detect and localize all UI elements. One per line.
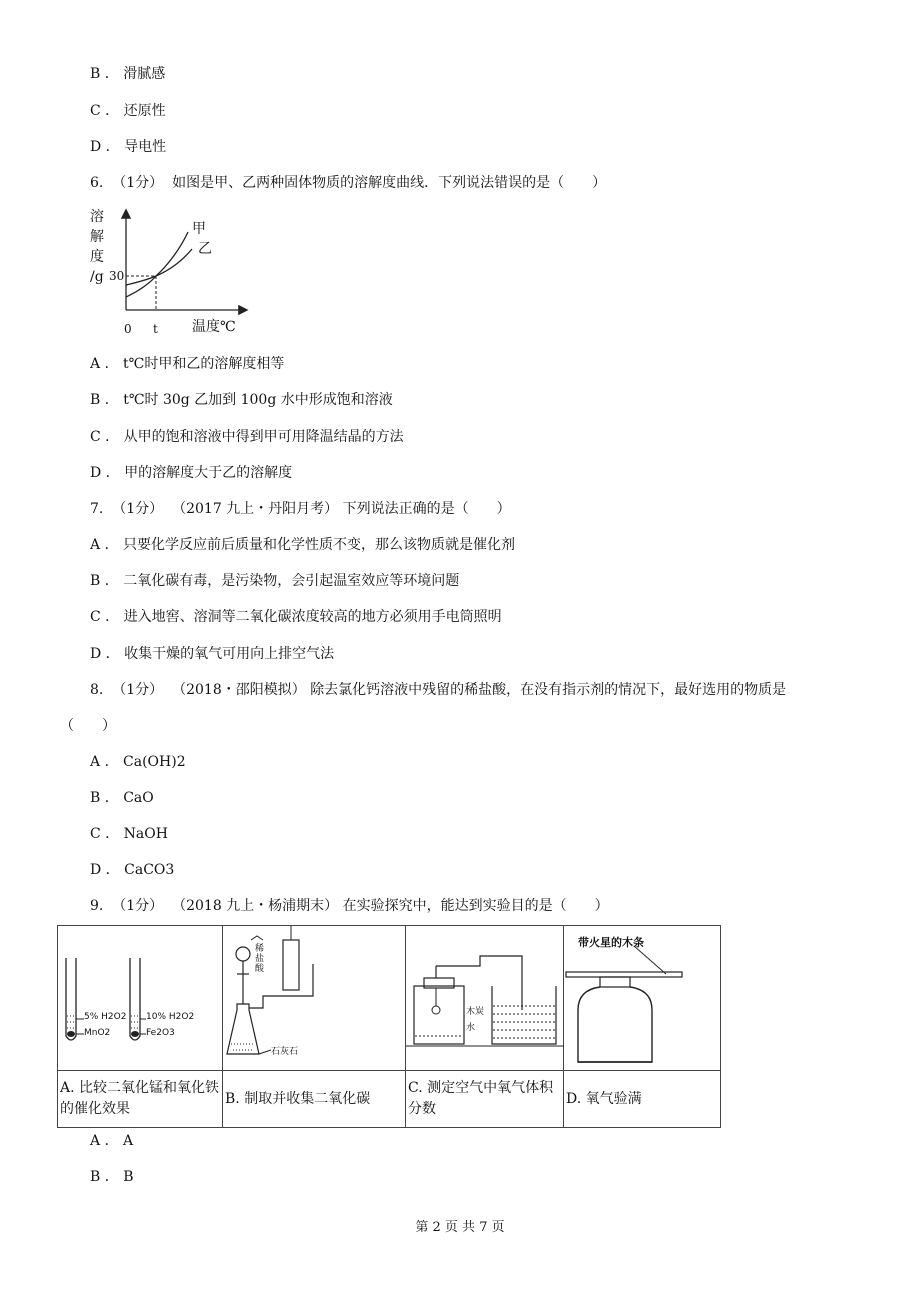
q7-option-b: B ． 二氧化碳有毒，是污染物，会引起温室效应等环境问题: [90, 573, 460, 589]
label-water: 水: [466, 1023, 476, 1033]
q7-option-a: A ． 只要化学反应前后质量和化学性质不变，那么该物质就是催化剂: [90, 537, 516, 553]
co2-apparatus-figure: [223, 926, 406, 1070]
label-dilute-hcl: 稀盐酸: [255, 944, 265, 974]
option-b: B ． 滑腻感: [90, 66, 166, 82]
page-footer: 第 2 页 共 7 页: [415, 1220, 505, 1235]
label-mno2: MnO2: [84, 1028, 111, 1038]
experiment-d-figure: [564, 926, 721, 1071]
option-c: C ． 还原性: [90, 103, 166, 119]
q6-option-b: B ． t℃时 30g 乙加到 100g 水中形成饱和溶液: [90, 392, 393, 408]
caption-c: C. 测定空气中氧气体积分数: [406, 1071, 564, 1128]
label-limestone: 石灰石: [271, 1047, 299, 1057]
label-charcoal: 木炭: [466, 1007, 485, 1017]
question-8-stem-cont: （ ）: [60, 718, 116, 734]
label-10-h2o2: 10% H2O2: [146, 1012, 195, 1022]
q8-option-d: D ． CaCO3: [90, 862, 175, 878]
caption-d: D. 氧气验满: [564, 1071, 721, 1128]
series-label-jia: 甲: [192, 221, 206, 237]
label-glowing-splint: 带火星的木条: [578, 936, 644, 949]
q6-option-c: C ． 从甲的饱和溶液中得到甲可用降温结晶的方法: [90, 429, 404, 445]
curve-yi: [126, 249, 192, 285]
q6-option-a: A ． t℃时甲和乙的溶解度相等: [90, 356, 285, 372]
y-label-char-4: /g: [90, 269, 104, 285]
q8-option-a: A ． Ca(OH)2: [90, 754, 186, 770]
option-d: D ． 导电性: [90, 139, 167, 155]
q7-option-c: C ． 进入地窖、溶洞等二氧化碳浓度较高的地方必须用手电筒照明: [90, 609, 502, 625]
label-fe2o3: Fe2O3: [146, 1028, 175, 1038]
label-5-h2o2: 5% H2O2: [84, 1012, 127, 1022]
y-label-char-2: 解: [90, 229, 104, 245]
test-tubes-figure: [58, 926, 223, 1070]
y-label-char-1: 溶: [90, 209, 104, 225]
q8-option-b: B ． CaO: [90, 790, 154, 806]
experiment-a-figure: [58, 926, 223, 1071]
oxygen-volume-figure: [406, 926, 564, 1070]
curve-jia: [126, 232, 188, 297]
question-8-stem: 8. （1分） （2018・邵阳模拟） 除去氯化钙溶液中残留的稀盐酸，在没有指示剂的情况下，最好选用的物质是: [90, 682, 787, 698]
q8-option-c: C ． NaOH: [90, 826, 168, 842]
series-label-yi: 乙: [198, 241, 212, 257]
q6-option-d: D ． 甲的溶解度大于乙的溶解度: [90, 465, 293, 481]
q7-option-d: D ． 收集干燥的氧气可用向上排空气法: [90, 646, 335, 662]
y-label-char-3: 度: [90, 249, 104, 265]
solubility-curve-chart: [84, 205, 264, 340]
experiment-b-figure: [223, 926, 406, 1071]
x-tick-t: t: [153, 322, 158, 336]
origin-label: 0: [124, 322, 132, 336]
q9-option-a: A ． A: [90, 1133, 134, 1149]
question-6-stem: 6. （1分） 如图是甲、乙两种固体物质的溶解度曲线．下列说法错误的是（ ）: [90, 175, 607, 191]
q9-option-b: B ． B: [90, 1169, 134, 1185]
y-tick-30: 30: [109, 269, 125, 283]
experiment-table: [57, 925, 721, 1128]
x-axis-label: 温度℃: [192, 319, 236, 335]
question-9-stem: 9. （1分） （2018 九上・杨浦期末） 在实验探究中，能达到实验目的是（ ）: [90, 898, 609, 914]
question-7-stem: 7. （1分） （2017 九上・丹阳月考） 下列说法正确的是（ ）: [90, 501, 511, 517]
experiment-c-figure: [406, 926, 564, 1071]
caption-a: A. 比较二氧化锰和氧化铁的催化效果: [58, 1071, 223, 1128]
caption-b: B. 制取并收集二氧化碳: [223, 1071, 406, 1128]
